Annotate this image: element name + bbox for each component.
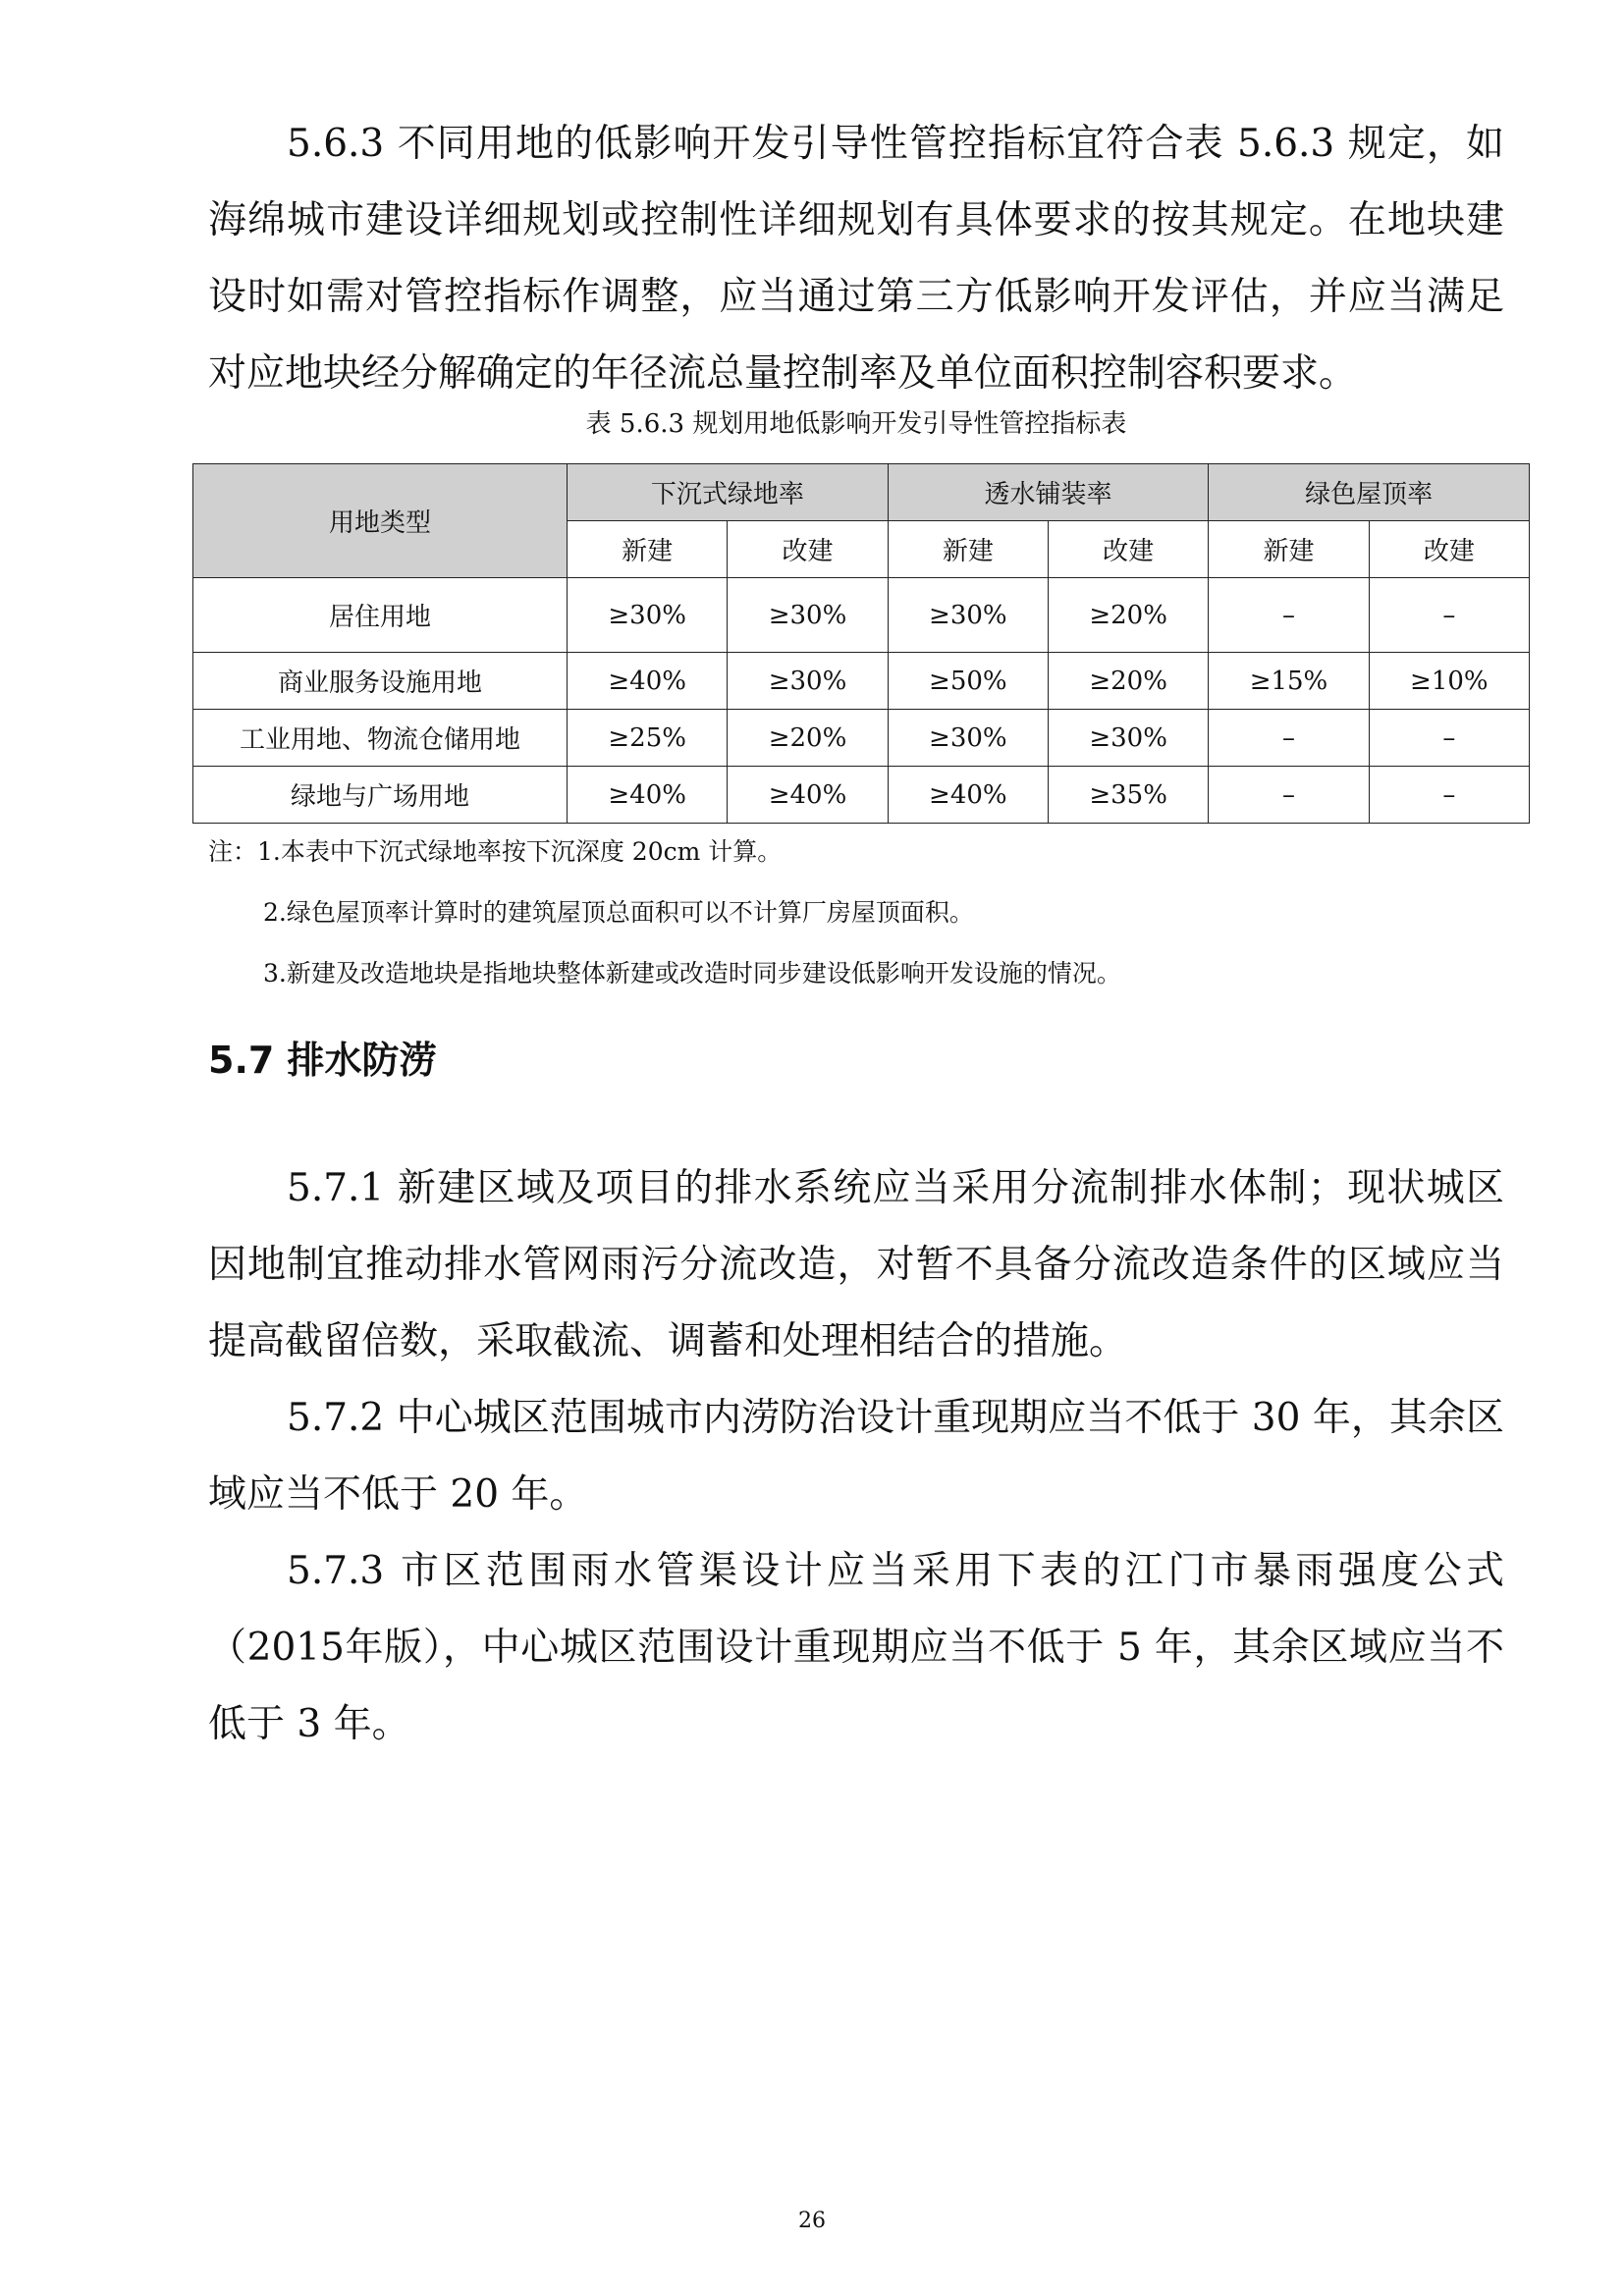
subheader-new: 新建 (1209, 521, 1369, 578)
header-group-permeable-paving: 透水铺装率 (888, 464, 1209, 521)
table-row (193, 653, 1530, 710)
table-cell: ≥20% (728, 710, 888, 767)
table-row (193, 767, 1530, 824)
table-note-3: 3.新建及改造地块是指地块整体新建或改造时同步建设低影响开发设施的情况。 (263, 959, 1121, 988)
table-cell: ≥35% (1048, 767, 1208, 824)
row-land-type: 居住用地 (193, 578, 568, 653)
subheader-new: 新建 (888, 521, 1048, 578)
lid-index-table (192, 463, 1530, 824)
row-land-type: 工业用地、物流仓储用地 (193, 710, 568, 767)
subheader-rebuild: 改建 (728, 521, 888, 578)
subheader-rebuild: 改建 (1369, 521, 1529, 578)
row-land-type: 绿地与广场用地 (193, 767, 568, 824)
header-land-type: 用地类型 (193, 464, 568, 578)
table-cell: – (1369, 767, 1529, 824)
page-number: 26 (798, 2209, 826, 2233)
table-cell: – (1209, 767, 1369, 824)
table-cell: ≥20% (1048, 578, 1208, 653)
paragraph-5-7-2: 5.7.2 中心城区范围城市内涝防治设计重现期应当不低于 30 年，其余区域应当不低于 20 年。 (208, 1396, 1504, 1517)
table-cell: ≥30% (1048, 710, 1208, 767)
table-cell: ≥25% (568, 710, 728, 767)
table-cell: ≥10% (1369, 653, 1529, 710)
table-cell: ≥30% (888, 578, 1048, 653)
table-caption: 表 5.6.3 规划用地低影响开发引导性管控指标表 (585, 409, 1127, 439)
table-cell: ≥20% (1048, 653, 1208, 710)
table-cell: ≥30% (728, 578, 888, 653)
paragraph-5-7-3: 5.7.3 市区范围雨水管渠设计应当采用下表的江门市暴雨强度公式（2015年版），中心城区范围设计重现期应当不低于 5 年，其余区域应当不低于 3 年。 (208, 1549, 1504, 1746)
table-note-2: 2.绿色屋顶率计算时的建筑屋顶总面积可以不计算厂房屋顶面积。 (263, 898, 974, 927)
table-cell: ≥30% (888, 710, 1048, 767)
table-cell: ≥40% (568, 767, 728, 824)
table-cell: ≥15% (1209, 653, 1369, 710)
header-group-green-roof: 绿色屋顶率 (1209, 464, 1530, 521)
table-cell: ≥40% (728, 767, 888, 824)
table-cell: – (1369, 578, 1529, 653)
table-cell: – (1369, 710, 1529, 767)
subheader-rebuild: 改建 (1048, 521, 1208, 578)
row-land-type: 商业服务设施用地 (193, 653, 568, 710)
table-cell: – (1209, 710, 1369, 767)
table-row (193, 578, 1530, 653)
table-cell: ≥30% (728, 653, 888, 710)
table-header-row (193, 464, 1530, 521)
paragraph-5-6-3: 5.6.3 不同用地的低影响开发引导性管控指标宜符合表 5.6.3 规定，如海绵城市建设详细规划或控制性详细规划有具体要求的按其规定。在地块建设时如需对管控指标作调整，应当通过第三方低影响开发评估，并应当满足对应地块经分解确定的年径流总量控制率及单位面积控制容积要求。 (208, 122, 1504, 396)
section-heading-5-7: 5.7 排水防涝 (208, 1039, 437, 1082)
table-cell: ≥50% (888, 653, 1048, 710)
table-cell: ≥40% (888, 767, 1048, 824)
table-note-1: 注：1.本表中下沉式绿地率按下沉深度 20cm 计算。 (208, 837, 783, 866)
paragraph-5-7-1: 5.7.1 新建区域及项目的排水系统应当采用分流制排水体制；现状城区因地制宜推动排水管网雨污分流改造，对暂不具备分流改造条件的区域应当提高截留倍数，采取截流、调蓄和处理相结合的措施。 (208, 1166, 1504, 1363)
table-cell: ≥40% (568, 653, 728, 710)
header-group-sunken-green: 下沉式绿地率 (568, 464, 889, 521)
table-cell: ≥30% (568, 578, 728, 653)
table-cell: – (1209, 578, 1369, 653)
subheader-new: 新建 (568, 521, 728, 578)
table-row (193, 710, 1530, 767)
